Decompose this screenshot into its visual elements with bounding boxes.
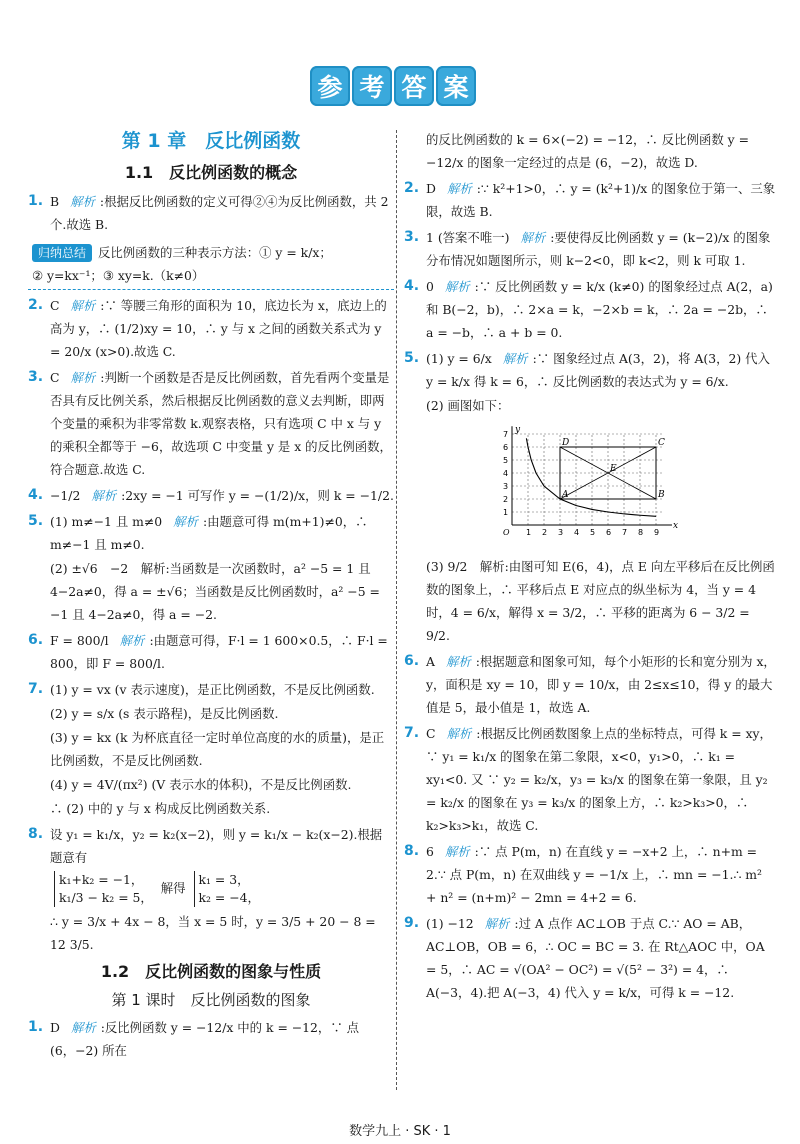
item-number: 7.: [404, 725, 420, 741]
item-answer: (1) −12: [426, 916, 474, 931]
item-text: :∵ 图象经过点 A(3，2)，将 A(3，2) 代入 y = k/x 得 k = 6，∴ 反比例函数的表达式为 y = 6/x.: [426, 351, 770, 389]
item-answer: (1) y = 6/x: [426, 351, 492, 366]
item-subpart: ∴ (2) 中的 y 与 x 构成反比例函数关系.: [50, 801, 271, 816]
item-number: 5.: [404, 350, 420, 366]
banner-char: 答: [394, 66, 434, 106]
analysis-tag: 解析: [70, 194, 95, 209]
answer-item: [404, 177, 776, 223]
point-label: B: [658, 490, 665, 500]
item-number: 1.: [28, 193, 44, 209]
item-text: :根据题意和图象可知，每个小矩形的长和宽分别为 x，y，面积是 xy = 10，即 y = 10/x，由 2≤x≤10，得 y 的最大值是 5，最小值是 1，故选 A.: [426, 654, 776, 715]
point-label: A: [562, 490, 569, 500]
section-title: 1.2 反比例函数的图象与性质: [100, 962, 322, 981]
x-tick-label: 1: [526, 528, 532, 537]
answer-item: [28, 510, 394, 626]
left-column: [28, 128, 394, 1065]
banner-char: 案: [436, 66, 476, 106]
y-tick-label: 6: [503, 443, 509, 452]
item-answer: A: [426, 654, 435, 669]
answer-item: [28, 366, 394, 481]
hyperbola-curve: [526, 438, 656, 516]
equation: k₂ = −4，: [198, 890, 260, 905]
item-number: 8.: [404, 843, 420, 859]
item-text: 的反比例函数的 k = 6×(−2) = −12，∴ 反比例函数 y = −12/x 的图象一定经过的点是 (6，−2)，故选 D.: [426, 132, 749, 170]
item-number: 8.: [28, 826, 44, 842]
item-text: :∵ 点 P(m，n) 在直线 y = −x+2 上，∴ n+m = 2.∵ 点 P(m，n) 在双曲线 y = −1/x 上，∴ mn = −1.∴ m² + n² = (n+m)² − 2mn = 4+2 = 6.: [426, 844, 763, 905]
answer-item: [404, 650, 776, 719]
answer-item: [404, 912, 776, 1004]
item-number: 1.: [28, 1019, 44, 1035]
summary-tag: 归纳总结: [32, 244, 92, 262]
item-text: :2xy = −1 可写作 y = −(1/2)/x，则 k = −1/2.: [121, 488, 394, 503]
y-axis-label: y: [515, 425, 521, 436]
item-text: :要使得反比例函数 y = (k−2)/x 的图象分布情况如题图所示，则 k−2<0，即 k<2，则 k 可取 1.: [426, 230, 771, 268]
item-text: :根据反比例函数的定义可得②④为反比例函数，共 2 个.故选 B.: [50, 194, 389, 232]
item-number: 3.: [28, 369, 44, 385]
y-tick-label: 3: [503, 482, 509, 491]
banner-char: 参: [310, 66, 350, 106]
x-tick-label: 9: [654, 528, 660, 537]
item-answer: F = 800/l: [50, 633, 109, 648]
item-answer: 设 y₁ = k₁/x，y₂ = k₂(x−2)，则 y = k₁/x − k₂(x−2).根据题意有: [50, 827, 383, 865]
summary-box: [28, 239, 394, 290]
item-number: 5.: [28, 513, 44, 529]
lesson-title: 第 1 课时 反比例函数的图象: [111, 991, 311, 1009]
answer-banner: [310, 66, 476, 106]
equation: k₁+k₂ = −1，: [59, 872, 144, 887]
analysis-tag: 解析: [70, 1020, 96, 1035]
item-subpart: (2) 画图如下：: [426, 398, 510, 413]
answer-item: [404, 275, 776, 344]
item-answer: (1) m≠−1 且 m≠0: [50, 514, 163, 529]
item-text: :∵ k²+1>0，∴ y = (k²+1)/x 的图象位于第一、三象限，故选 B.: [426, 181, 776, 219]
section-title: 1.1 反比例函数的概念: [124, 163, 298, 182]
item-number: 2.: [404, 180, 420, 196]
item-number: 2.: [28, 297, 44, 313]
item-subpart: (3) y = kx (k 为杯底直径一定时单位高度的水的质量)，是正比例函数，不是反比例函数.: [50, 730, 385, 768]
item-answer: 0: [426, 279, 434, 294]
analysis-tag: 解析: [444, 279, 470, 294]
item-text: :∵ 等腰三角形的面积为 10，底边长为 x，底边上的高为 y，∴ (1/2)xy = 10，∴ y 与 x 之间的函数关系式为 y = 20/x (x>0).故选 C.: [50, 298, 387, 359]
analysis-tag: 解析: [520, 230, 546, 245]
item-text: :∵ 反比例函数 y = k/x (k≠0) 的图象经过点 A(2，a) 和 B(−2，b)，∴ 2×a = k，−2×b = k，∴ 2a = −2b，∴ a = −b，∴ a + b = 0.: [426, 279, 773, 340]
item-answer: −1/2: [50, 488, 81, 503]
answer-item: [28, 1016, 394, 1062]
y-tick-label: 1: [503, 508, 509, 517]
x-tick-label: 7: [622, 528, 628, 537]
analysis-tag: 解析: [502, 351, 528, 366]
analysis-tag: 解析: [444, 844, 470, 859]
item-text: :判断一个函数是否是反比例函数，首先看两个变量是否具有反比例关系，然后根据反比例函数的意义去判断，即两个变量的乘积为非零常数 k.观察表格，只有选项 C 中 x 与 y 的乘积全都等于 −6，故选项 C 中变量 y 是 x 的反比例函数，符合题意.故选 C.: [50, 370, 392, 477]
equation: k₁/3 − k₂ = 5，: [59, 890, 153, 905]
item-number: 6.: [28, 632, 44, 648]
x-tick-label: 6: [606, 528, 612, 537]
point-label: E: [610, 464, 617, 474]
analysis-tag: 解析: [70, 298, 96, 313]
answer-item: [28, 190, 394, 236]
summary-line2: ② y=kx⁻¹；③ xy=k.（k≠0）: [32, 268, 205, 283]
item-answer: B: [50, 194, 60, 209]
analysis-tag: 解析: [119, 633, 145, 648]
analysis-tag: 解析: [70, 370, 96, 385]
item-text: :过 A 点作 AC⊥OB 于点 C.∵ AO = AB，AC⊥OB，OB = 6，∴ OC = BC = 3. 在 Rt△AOC 中，OA = 5，∴ AC = √(OA² − OC²) = √(5² − 3²) = 4，∴ A(−3，4).把 A(−3，4) 代入 y = k/x，可得 k = −12.: [426, 916, 765, 1000]
item-number: 7.: [28, 681, 44, 697]
answer-item: [404, 347, 776, 647]
banner-char: 考: [352, 66, 392, 106]
item-answer: C: [50, 370, 60, 385]
analysis-tag: 解析: [446, 181, 472, 196]
equation-system: [194, 871, 260, 907]
summary-line1: 反比例函数的三种表示方法：① y = k/x；: [98, 245, 332, 260]
y-tick-label: 7: [503, 430, 509, 439]
item-number: 9.: [404, 915, 420, 931]
answer-item: [28, 678, 394, 820]
item-text: :根据反比例函数图象上点的坐标特点，可得 k = xy，∵ y₁ = k₁/x 的图象在第二象限，x<0，y₁>0，∴ k₁ = xy₁<0. 又 ∵ y₂ = k₂/x，y₃ = k₃/x 的图象在第一象限，且 y₂ = k₂/x 的图象在 y₃ = k₃/x 的图象上方，∴ k₂>k₃>0，∴ k₂>k₃>k₁，故选 C.: [426, 726, 772, 833]
answer-item: [28, 823, 394, 956]
page-footer: 数学九上 · SK · 1: [349, 1124, 451, 1139]
item-answer: 1 (答案不唯一): [426, 230, 510, 245]
item-text: :由题意可得，F·l = 1 600×0.5，∴ F·l = 800，即 F = 800/l.: [50, 633, 388, 671]
item-subpart: (2) ±√6 −2 解析:当函数是一次函数时，a² −5 = 1 且 4−2a≠0，得 a = ±√6；当函数是反比例函数时，a² −5 = −1 且 4−2a≠0，得 a = −2.: [50, 561, 380, 622]
item-answer: D: [426, 181, 436, 196]
origin-label: O: [503, 528, 510, 537]
answer-item: [404, 722, 776, 837]
item-number: 4.: [28, 487, 44, 503]
answer-item: [28, 629, 394, 675]
chapter-title: 第 1 章 反比例函数: [121, 130, 301, 152]
answer-item: [28, 294, 394, 363]
answer-item: [404, 840, 776, 909]
item-subpart: ∴ y = 3/x + 4x − 8，当 x = 5 时，y = 3/5 + 20 − 8 = 12 3/5.: [50, 914, 376, 952]
analysis-tag: 解析: [445, 654, 471, 669]
item-answer: C: [50, 298, 60, 313]
analysis-tag: 解析: [173, 514, 198, 529]
item-number: 3.: [404, 229, 420, 245]
x-axis-label: x: [673, 521, 679, 531]
x-tick-label: 8: [638, 528, 644, 537]
equation-system: [54, 871, 153, 907]
solve-word: 解得: [160, 880, 186, 896]
item-text: :由题意可得 m(m+1)≠0，∴ m≠−1 且 m≠0.: [50, 514, 368, 552]
y-tick-label: 5: [503, 456, 509, 465]
item-answer: (1) y = vx (v 表示速度)，是正比例函数，不是反比例函数.: [50, 682, 375, 697]
item-subpart: (3) 9/2 解析:由图可知 E(6，4)，点 E 向左平移后在反比例函数的图象上，∴ 平移后点 E 对应点的纵坐标为 4，当 y = 4 时，4 = 6/x，解得 x = 3/2，∴ 平移的距离为 6 − 3/2 = 9/2.: [426, 559, 775, 643]
answer-item: [404, 128, 776, 174]
item-answer: C: [426, 726, 436, 741]
item-answer: 6: [426, 844, 434, 859]
analysis-tag: 解析: [484, 916, 510, 931]
x-tick-label: 3: [558, 528, 564, 537]
item-number: 4.: [404, 278, 420, 294]
item-text: :反比例函数 y = −12/x 中的 k = −12，∵ 点 (6，−2) 所在: [50, 1020, 360, 1058]
item-answer: D: [50, 1020, 60, 1035]
function-graph: [490, 421, 679, 543]
item-subpart: (4) y = 4V/(πx²) (V 表示水的体积)，不是反比例函数.: [50, 777, 352, 792]
y-tick-label: 4: [503, 469, 509, 478]
answer-item: [404, 226, 776, 272]
point-label: C: [658, 438, 665, 448]
column-divider: [396, 130, 397, 1090]
point-label: D: [562, 438, 570, 448]
analysis-tag: 解析: [446, 726, 472, 741]
right-column: [404, 128, 776, 1007]
x-tick-label: 4: [574, 528, 580, 537]
equation: k₁ = 3，: [198, 872, 250, 887]
analysis-tag: 解析: [91, 488, 117, 503]
y-tick-label: 2: [503, 495, 509, 504]
answer-item: [28, 484, 394, 507]
x-tick-label: 5: [590, 528, 596, 537]
x-tick-label: 2: [542, 528, 548, 537]
item-subpart: (2) y = s/x (s 表示路程)，是反比例函数.: [50, 706, 279, 721]
item-number: 6.: [404, 653, 420, 669]
